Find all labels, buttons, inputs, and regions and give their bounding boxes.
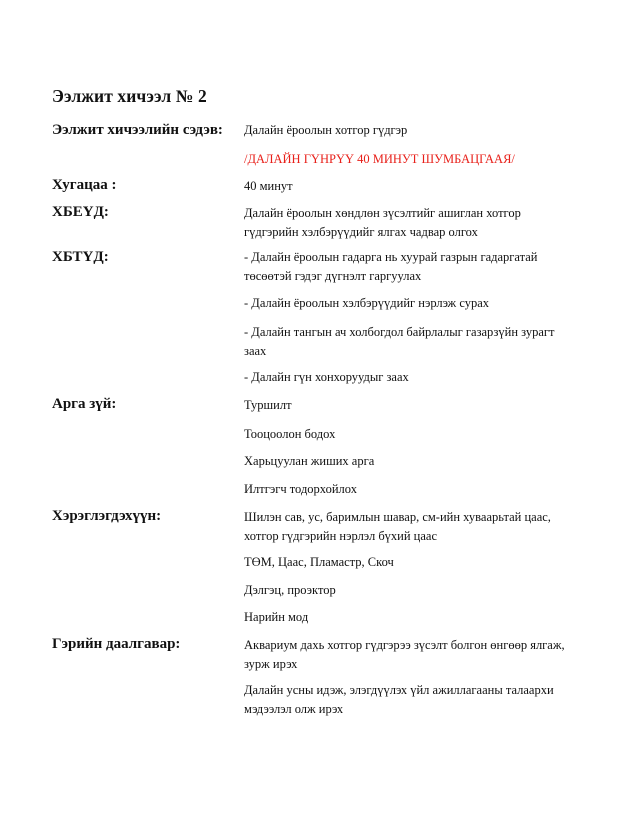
method-label: Арга зүй: xyxy=(52,396,117,412)
specific-objective-item: - Далайн ёроолын хэлбэрүүдийг нэрлэж сурах xyxy=(244,296,489,310)
materials-item: Нарийн мод xyxy=(244,610,309,624)
topic-subtitle: /ДАЛАЙН ГҮНРҮҮ 40 МИНУТ ШУМБАЦГААЯ/ xyxy=(244,152,515,166)
method-item: Илтгэгч тодорхойлох xyxy=(244,482,357,496)
homework-item: Далайн усны идэж, элэгдүүлэх үйл ажиллагааны талаархи мэдээлэл олж ирэх xyxy=(244,683,554,716)
homework-label: Гэрийн даалгавар: xyxy=(52,636,181,652)
lesson-title: Ээлжит хичээл № 2 xyxy=(52,86,207,106)
specific-objectives-label: ХБТҮД: xyxy=(52,249,109,265)
topic-label: Ээлжит хичээлийн сэдэв: xyxy=(52,122,223,138)
duration-value: 40 минут xyxy=(244,179,293,193)
method-item: Тооцоолон бодох xyxy=(244,427,336,441)
specific-objective-item: - Далайн гүн хонхоруудыг заах xyxy=(244,370,409,384)
materials-item: Шилэн сав, ус, баримлын шавар, см-ийн хуваарьтай цаас, хотгор гүдгэрийн нэрлэл бүхий цаас xyxy=(244,510,551,543)
method-item: Туршилт xyxy=(244,398,292,412)
topic-text: Далайн ёроолын хотгор гүдгэр xyxy=(244,123,408,137)
materials-label: Хэрэглэгдэхүүн: xyxy=(52,508,162,524)
general-objective-label: ХБЕҮД: xyxy=(52,204,109,220)
materials-item: ТӨМ, Цаас, Пламастр, Скоч xyxy=(244,555,394,569)
method-item: Харьцуулан жиших арга xyxy=(244,454,375,468)
specific-objective-item: - Далайн тангын ач холбогдол байрлалыг газарзүйн зурагт заах xyxy=(244,325,555,358)
duration-label: Хугацаа : xyxy=(52,177,117,193)
homework-item: Аквариум дахь хотгор гүдгэрээ зүсэлт болгон өнгөөр ялгаж, зурж ирэх xyxy=(244,638,565,671)
materials-item: Дэлгэц, проэктор xyxy=(244,583,336,597)
specific-objective-item: - Далайн ёроолын гадарга нь хуурай газрын гадаргатай төсөөтэй гэдэг дүгнэлт гаргуулах xyxy=(244,250,538,283)
general-objective-text: Далайн ёроолын хөндлөн зүсэлтийг ашиглан хотгор гүдгэрийн хэлбэрүүдийг ялгах чадвар олгох xyxy=(244,206,521,239)
